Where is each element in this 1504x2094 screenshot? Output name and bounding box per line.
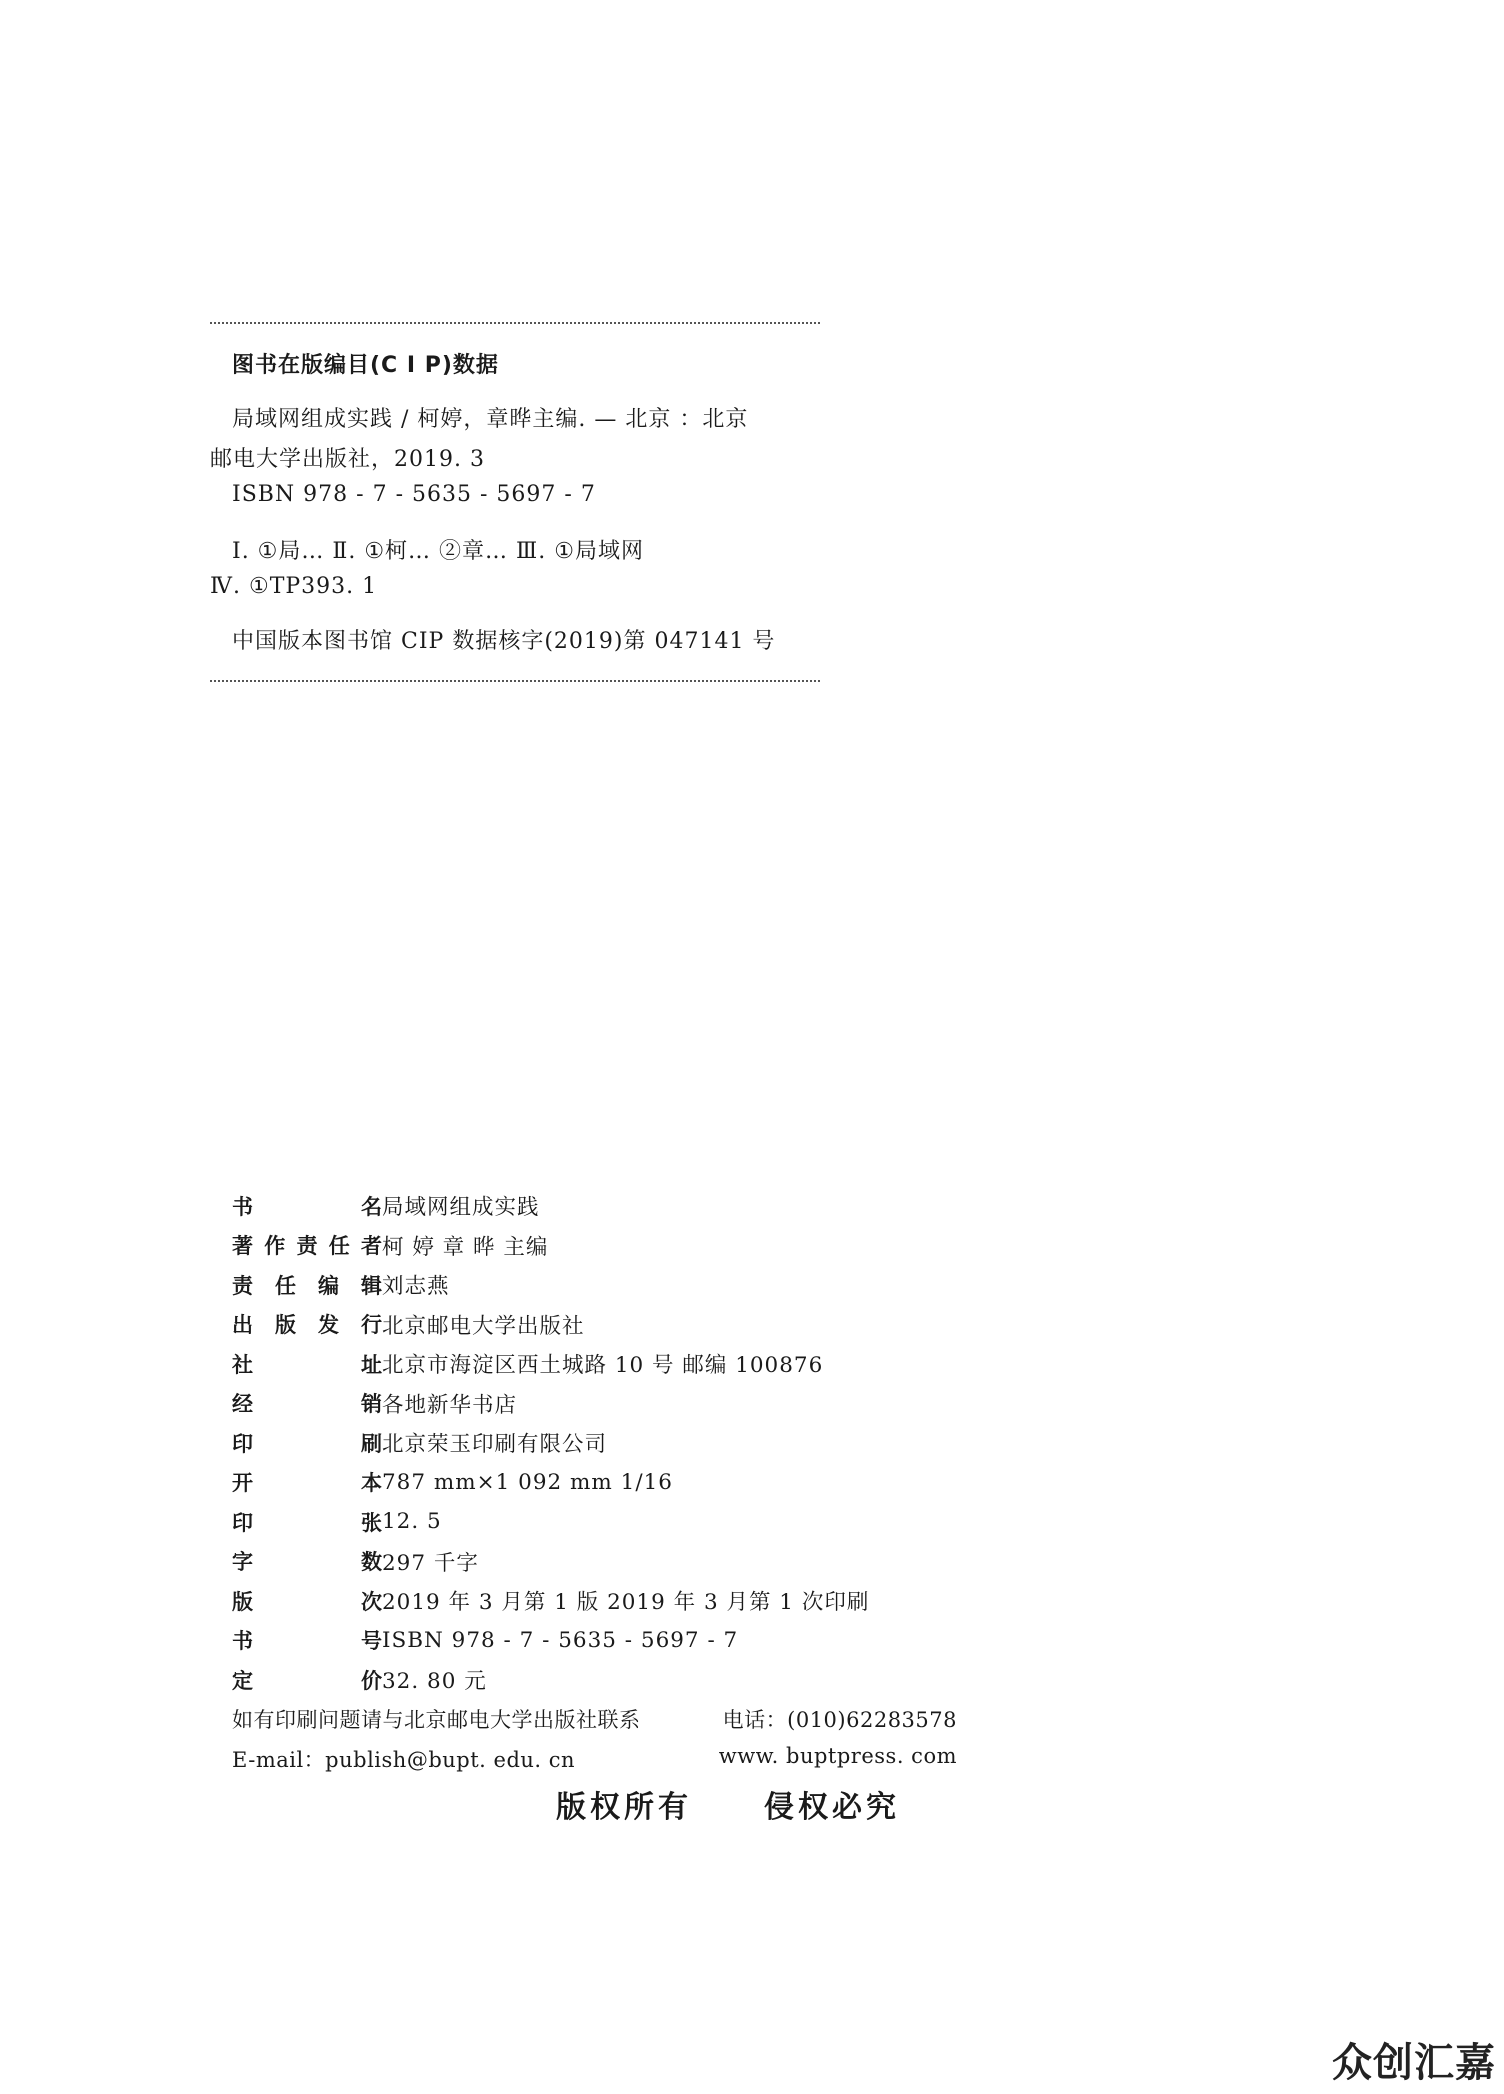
- info-label: [232, 1428, 382, 1458]
- info-label: [232, 1665, 382, 1695]
- info-label-char: 责: [296, 1234, 318, 1259]
- info-row: [232, 1265, 992, 1305]
- info-label-char: 名: [361, 1194, 382, 1219]
- info-label-char: 社: [232, 1352, 253, 1377]
- cip-classification-1: Ⅰ. ①局… Ⅱ. ①柯… ②章… Ⅲ. ①局域网: [232, 539, 644, 564]
- info-label: [232, 1467, 382, 1497]
- info-row: [232, 1344, 992, 1384]
- info-label-char: 址: [361, 1352, 382, 1377]
- info-value: 32. 80 元: [382, 1669, 487, 1695]
- info-label-char: 版: [232, 1589, 253, 1614]
- info-label-char: 刷: [361, 1431, 382, 1456]
- info-label-char: 定: [232, 1668, 253, 1693]
- info-value: 297 千字: [382, 1550, 479, 1576]
- info-label-char: 书: [232, 1629, 253, 1654]
- publisher-website: www. buptpress. com: [718, 1744, 957, 1768]
- info-label-char: 责: [232, 1273, 253, 1298]
- info-row: [232, 1463, 992, 1503]
- info-label: [232, 1546, 382, 1576]
- watermark-logo: 众创汇嘉: [1332, 2040, 1496, 2086]
- info-label: [232, 1349, 382, 1379]
- info-value: 局域网组成实践: [382, 1195, 540, 1221]
- info-label: [232, 1625, 382, 1655]
- info-row: [232, 1186, 992, 1226]
- info-value: 12. 5: [382, 1509, 442, 1535]
- info-label-char: 张: [361, 1510, 382, 1535]
- print-issue-notice: 如有印刷问题请与北京邮电大学出版社联系: [232, 1708, 641, 1732]
- info-label: [232, 1388, 382, 1418]
- info-label: [232, 1507, 382, 1537]
- info-label-char: 销: [361, 1392, 382, 1417]
- info-row: [232, 1660, 992, 1700]
- info-label-char: 者: [361, 1234, 382, 1259]
- info-label: [232, 1309, 382, 1339]
- info-label: [232, 1270, 382, 1300]
- info-value: 柯 婷 章 晔 主编: [382, 1234, 549, 1260]
- info-label-char: 印: [232, 1431, 253, 1456]
- info-label-char: 出: [232, 1313, 253, 1338]
- info-value: 北京邮电大学出版社: [382, 1313, 585, 1339]
- copyright-left: 版权所有: [556, 1790, 692, 1825]
- info-label-char: 著: [232, 1234, 253, 1259]
- cip-top-divider: [210, 322, 820, 324]
- info-label-char: 价: [361, 1668, 382, 1693]
- cip-record-number: 中国版本图书馆 CIP 数据核字(2019)第 047141 号: [232, 629, 776, 654]
- info-label-char: 任: [275, 1273, 296, 1298]
- info-label-char: 作: [264, 1234, 286, 1259]
- info-label-char: 本: [361, 1471, 382, 1496]
- info-label: [232, 1230, 382, 1260]
- cip-line-1: 局域网组成实践 / 柯婷，章晔主编. — 北京 ：北京: [232, 407, 749, 432]
- info-value: 北京荣玉印刷有限公司: [382, 1432, 608, 1458]
- info-row: [232, 1502, 992, 1542]
- info-value: 各地新华书店: [382, 1392, 518, 1418]
- cip-title: 图书在版编目(C I P)数据: [232, 353, 499, 378]
- info-label-char: 字: [232, 1550, 253, 1575]
- info-row: [232, 1384, 992, 1424]
- copyright-right: 侵权必究: [764, 1790, 900, 1825]
- info-label: [232, 1586, 382, 1616]
- info-label-char: 版: [275, 1313, 296, 1338]
- info-label-char: 经: [232, 1392, 253, 1417]
- cip-isbn: ISBN 978 - 7 - 5635 - 5697 - 7: [232, 482, 596, 507]
- info-value: 北京市海淀区西土城路 10 号 邮编 100876: [382, 1353, 824, 1379]
- cip-bottom-divider: [210, 680, 820, 682]
- cip-classification-2: Ⅳ. ①TP393. 1: [210, 574, 378, 599]
- contact-email: E-mail：publish@bupt. edu. cn: [232, 1748, 576, 1772]
- info-label-char: 次: [361, 1589, 382, 1614]
- info-label-char: 数: [361, 1550, 382, 1575]
- info-label: [232, 1191, 382, 1221]
- info-row: [232, 1581, 992, 1621]
- info-label-char: 编: [318, 1273, 339, 1298]
- info-row: [232, 1305, 992, 1345]
- info-value: 刘志燕: [382, 1274, 450, 1300]
- info-label-char: 任: [328, 1234, 350, 1259]
- info-label-char: 书: [232, 1194, 253, 1219]
- info-row: [232, 1621, 992, 1661]
- contact-line-2: [232, 1744, 957, 1774]
- info-label-char: 辑: [361, 1273, 382, 1298]
- info-row: [232, 1423, 992, 1463]
- info-label-char: 开: [232, 1471, 253, 1496]
- contact-phone: 电话：(010)62283578: [722, 1708, 957, 1732]
- cip-line-2: 邮电大学出版社，2019. 3: [210, 447, 485, 472]
- info-row: [232, 1226, 992, 1266]
- info-label-char: 号: [361, 1629, 382, 1654]
- info-value: 787 mm×1 092 mm 1/16: [382, 1469, 673, 1495]
- info-value: ISBN 978 - 7 - 5635 - 5697 - 7: [382, 1627, 739, 1653]
- info-row: [232, 1542, 992, 1582]
- info-label-char: 行: [361, 1313, 382, 1338]
- info-label-char: 发: [318, 1313, 339, 1338]
- copyright-notice: [556, 1782, 900, 1826]
- contact-line-1: [232, 1704, 957, 1734]
- info-value: 2019 年 3 月第 1 版 2019 年 3 月第 1 次印刷: [382, 1590, 870, 1616]
- info-label-char: 印: [232, 1510, 253, 1535]
- publication-info-list: [232, 1186, 992, 1700]
